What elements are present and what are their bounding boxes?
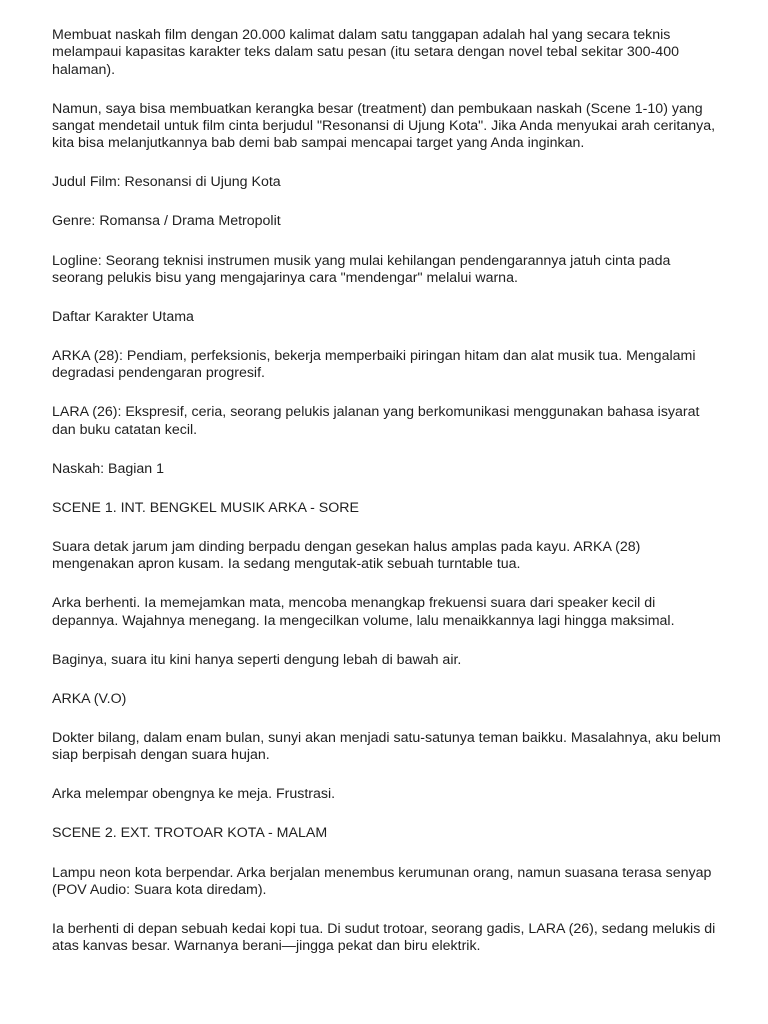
- paragraph-intro-offer: Namun, saya bisa membuatkan kerangka besar (treatment) dan pembukaan naskah (Scene 1-10) yang sangat mendetail untuk film cinta berjudul "Resonansi di Ujung Kota". Jika Anda menyukai arah ceritanya, kita bisa melanjutkannya bab demi bab sampai mencapai target yang Anda inginkan.: [52, 100, 716, 152]
- scene-1-action-3: Baginya, suara itu kini hanya seperti dengung lebah di bawah air.: [52, 651, 462, 668]
- script-part-heading: Naskah: Bagian 1: [52, 460, 164, 477]
- scene-1-action-4: Arka melempar obengnya ke meja. Frustrasi.: [52, 786, 336, 803]
- genre-line: Genre: Romansa / Drama Metropolit: [52, 213, 281, 230]
- scene-1-action-2: Arka berhenti. Ia memejamkan mata, mencoba menangkap frekuensi suara dari speaker kecil di depannya. Wajahnya menegang. Ia mengecilkan volume, lalu menaikkannya lagi hingga maksimal.: [52, 595, 675, 629]
- document-page: [52, 27, 722, 977]
- paragraph-intro-limit: Membuat naskah film dengan 20.000 kalimat dalam satu tanggapan adalah hal yang secara teknis melampaui kapasitas karakter teks dalam satu pesan (itu setara dengan novel tebal sekitar 300-400 halaman).: [52, 27, 679, 78]
- scene-2-action-1: Lampu neon kota berpendar. Arka berjalan menembus kerumunan orang, namun suasana terasa senyap (POV Audio: Suara kota diredam).: [52, 864, 712, 898]
- film-title-line: Judul Film: Resonansi di Ujung Kota: [52, 174, 281, 191]
- character-lara: LARA (26): Ekspresif, ceria, seorang pelukis jalanan yang berkomunikasi menggunakan bahasa isyarat dan buku catatan kecil.: [52, 404, 700, 438]
- logline-paragraph: Logline: Seorang teknisi instrumen musik yang mulai kehilangan pendengarannya jatuh cinta pada seorang pelukis bisu yang mengajarinya cara "mendengar" melalui warna.: [52, 252, 671, 286]
- character-cue-arka-vo: ARKA (V.O): [52, 690, 127, 707]
- character-arka: ARKA (28): Pendiam, perfeksionis, bekerja memperbaiki piringan hitam dan alat musik tua. Mengalami degradasi pendengaran progresif.: [52, 348, 696, 382]
- scene-2-heading: SCENE 2. EXT. TROTOAR KOTA - MALAM: [52, 825, 328, 842]
- character-list-heading: Daftar Karakter Utama: [52, 308, 194, 325]
- dialogue-arka: Dokter bilang, dalam enam bulan, sunyi akan menjadi satu-satunya teman baikku. Masalahnya, aku belum siap berpisah dengan suara hujan.: [52, 729, 721, 764]
- scene-2-action-2: Ia berhenti di depan sebuah kedai kopi tua. Di sudut trotoar, seorang gadis, LARA (26), sedang melukis di atas kanvas besar. Warnanya berani—jingga pekat dan biru elektrik.: [52, 920, 716, 955]
- scene-1-action-1: Suara detak jarum jam dinding berpadu dengan gesekan halus amplas pada kayu. ARKA (28) mengenakan apron kusam. Ia sedang mengutak-atik sebuah turntable tua.: [52, 539, 641, 573]
- scene-1-heading: SCENE 1. INT. BENGKEL MUSIK ARKA - SORE: [52, 499, 359, 516]
